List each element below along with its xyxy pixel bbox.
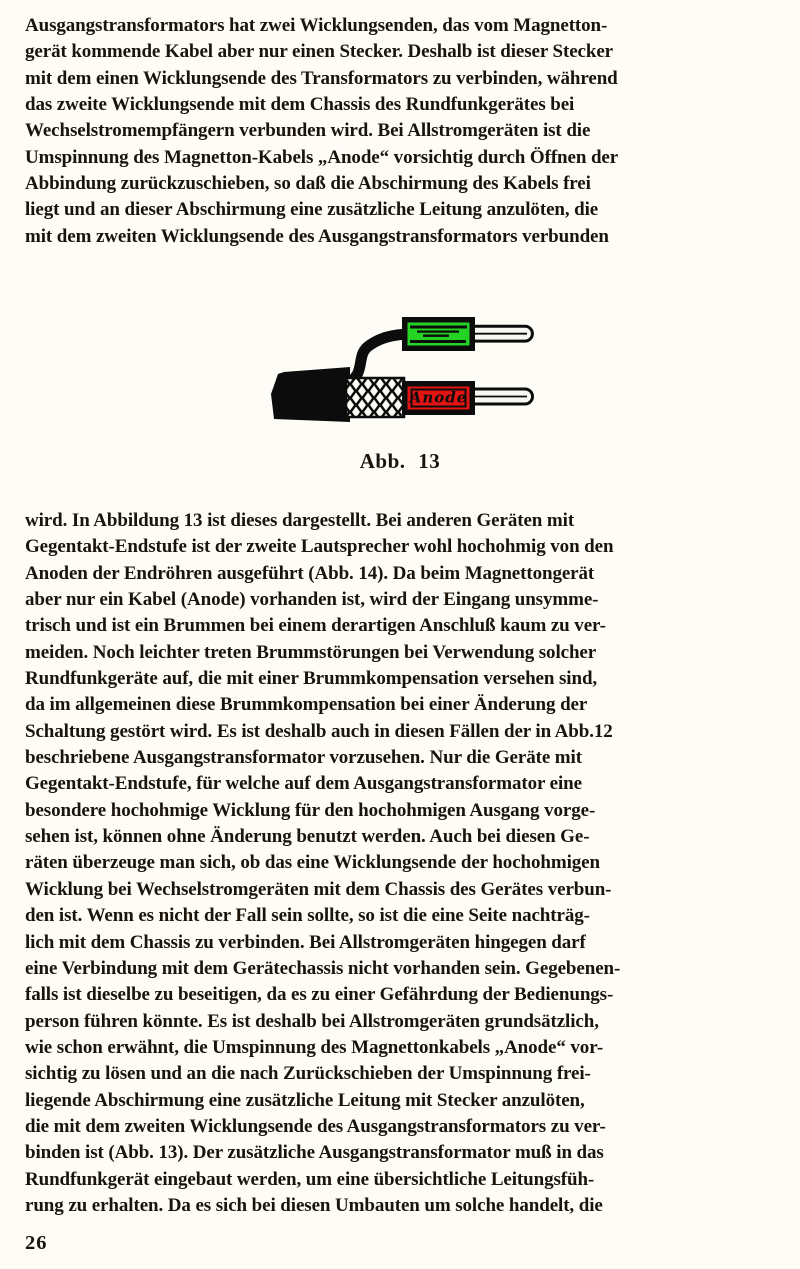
text-line: den ist. Wenn es nicht der Fall sein sollte, so ist die eine Seite nachträg- xyxy=(25,905,590,927)
page-number: 26 xyxy=(25,1232,48,1254)
text-line: Gegentakt-Endstufe ist der zweite Lautsprecher wohl hochohmig von den xyxy=(25,536,614,558)
text-line: räten überzeuge man sich, ob das eine Wicklungsende der hochohmigen xyxy=(25,852,600,874)
cable-plug-illustration xyxy=(260,300,550,435)
text-line: gerät kommende Kabel aber nur einen Stecker. Deshalb ist dieser Stecker xyxy=(25,41,614,63)
red-plug xyxy=(402,381,533,415)
text-line: Wicklung bei Wechselstromgeräten mit dem Chassis des Gerätes verbun- xyxy=(25,878,612,900)
text-line: meiden. Noch leichter treten Brummstörungen bei Verwendung solcher xyxy=(25,641,597,663)
cable-jacket xyxy=(271,367,350,422)
text-line: trisch und ist ein Brummen bei einem derartigen Anschluß kaum zu ver- xyxy=(25,615,606,637)
text-line: das zweite Wicklungsende mit dem Chassis des Rundfunkgerätes bei xyxy=(25,94,575,116)
text-line: Umspinnung des Magnetton-Kabels „Anode“ vorsichtig durch Öffnen der xyxy=(25,146,619,168)
figure-abb-13 xyxy=(260,300,550,435)
green-plug xyxy=(402,317,532,351)
text-line: binden ist (Abb. 13). Der zusätzliche Ausgangstransformator muß in das xyxy=(25,1142,604,1164)
text-line: Rundfunkgerät eingebaut werden, um eine übersichtliche Leitungsfüh- xyxy=(25,1168,595,1190)
text-line: Abbindung zurückzuschieben, so daß die Abschirmung des Kabels frei xyxy=(25,173,591,195)
text-line: beschriebene Ausgangstransformator vorzusehen. Nur die Geräte mit xyxy=(25,747,582,769)
text-line: mit dem zweiten Wicklungsende des Ausgangstransformators verbunden xyxy=(25,225,609,247)
text-line: eine Verbindung mit dem Gerätechassis nicht vorhanden sein. Gegebenen- xyxy=(25,957,621,979)
text-line: wird. In Abbildung 13 ist dieses dargestellt. Bei anderen Geräten mit xyxy=(25,510,575,531)
text-line: Wechselstromempfängern verbunden wird. Bei Allstromgeräten ist die xyxy=(25,120,591,142)
text-line: falls ist dieselbe zu beseitigen, da es zu einer Gefährdung der Bedienungs- xyxy=(25,984,614,1006)
text-line: mit dem einen Wicklungsende des Transformators zu verbinden, während xyxy=(25,67,618,89)
cable-shield-braid xyxy=(346,378,404,417)
text-line: besondere hochohmige Wicklung für den hochohmigen Ausgang vorge- xyxy=(25,799,596,821)
text-line: liegt und an dieser Abschirmung eine zusätzliche Leitung anzulöten, die xyxy=(25,199,599,221)
text-line: Rundfunkgeräte auf, die mit einer Brummkompensation versehen sind, xyxy=(25,668,598,690)
text-line: Anoden der Endröhren ausgeführt (Abb. 14). Da beim Magnettongerät xyxy=(25,562,595,584)
text-line: lich mit dem Chassis zu verbinden. Bei Allstromgeräten hingegen darf xyxy=(25,931,586,953)
paragraph-top xyxy=(25,13,776,250)
text-line: Gegentakt-Endstufe, für welche auf dem Ausgangstransformator eine xyxy=(25,773,582,795)
text-line: aber nur ein Kabel (Anode) vorhanden ist, wird der Eingang unsymme- xyxy=(25,589,599,611)
text-line: person führen könnte. Es ist deshalb bei Allstromgeräten grundsätzlich, xyxy=(25,1010,599,1032)
text-line: da im allgemeinen diese Brummkompensation bei einer Änderung der xyxy=(25,694,588,716)
text-line: sehen ist, können ohne Änderung benutzt werden. Auch bei diesen Ge- xyxy=(25,826,590,848)
text-line: die mit dem zweiten Wicklungsende des Ausgangstransformators zu ver- xyxy=(25,1115,606,1137)
text-line: Schaltung gestört wird. Es ist deshalb auch in diesen Fällen der in Abb.12 xyxy=(25,720,613,742)
text-line: wie schon erwähnt, die Umspinnung des Magnettonkabels „Anode“ vor- xyxy=(25,1036,604,1058)
text-line: liegende Abschirmung eine zusätzliche Leitung mit Stecker anzulöten, xyxy=(25,1089,585,1111)
text-line: rung zu erhalten. Da es sich bei diesen Umbauten um solche handelt, die xyxy=(25,1194,603,1216)
anode-label: Anode xyxy=(409,388,468,407)
paragraph-bottom xyxy=(25,508,776,1219)
wire-to-green-plug xyxy=(346,334,410,384)
text-line: Ausgangstransformators hat zwei Wicklungsenden, das vom Magnetton- xyxy=(25,15,608,36)
text-line: sichtig zu lösen und an die nach Zurückschieben der Umspinnung frei- xyxy=(25,1063,591,1085)
figure-caption: Abb. 13 xyxy=(359,449,441,473)
